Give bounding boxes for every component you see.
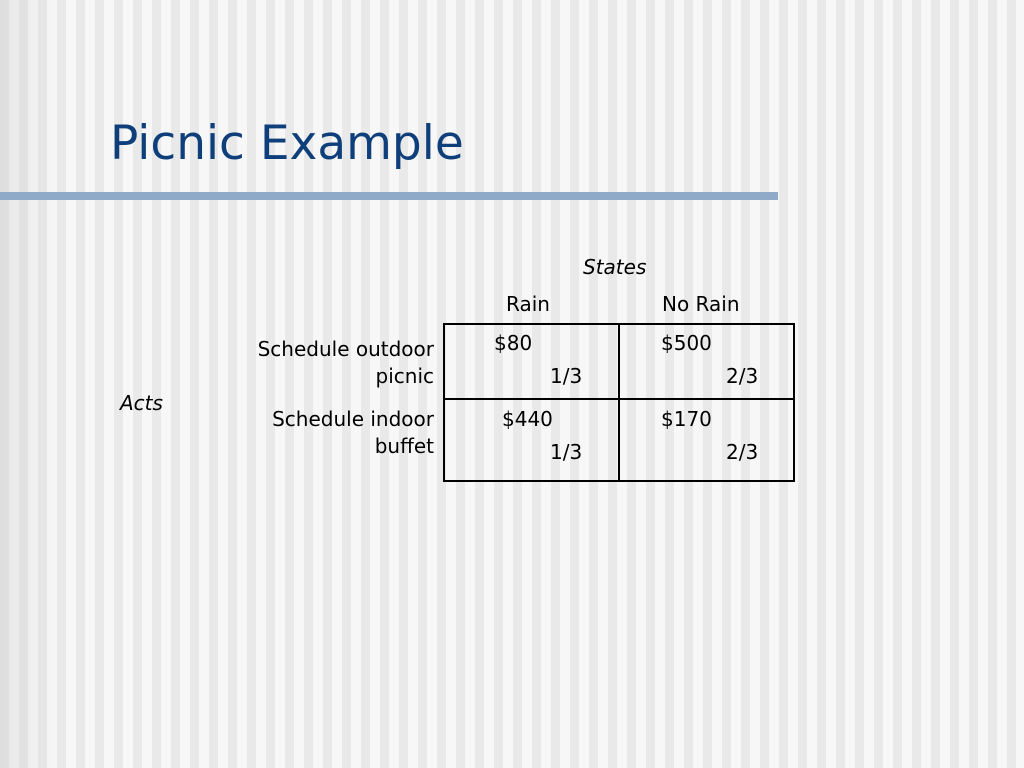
cell-indoor-norain-payoff: $170 xyxy=(661,407,712,431)
cell-outdoor-norain-payoff: $500 xyxy=(661,331,712,355)
state-header-no-rain: No Rain xyxy=(662,292,740,316)
act-label-outdoor-line2: picnic xyxy=(375,364,434,388)
cell-indoor-rain-payoff: $440 xyxy=(502,407,553,431)
table-border-center xyxy=(618,323,620,482)
table-border-right xyxy=(793,323,795,482)
states-label: States xyxy=(583,255,647,279)
state-header-rain: Rain xyxy=(506,292,550,316)
cell-indoor-rain-prob: 1/3 xyxy=(550,440,583,464)
act-label-indoor-line2: buffet xyxy=(374,434,434,458)
slide-title: Picnic Example xyxy=(110,116,464,171)
background-stripes xyxy=(0,0,60,768)
cell-outdoor-norain-prob: 2/3 xyxy=(726,364,759,388)
cell-outdoor-rain-payoff: $80 xyxy=(494,331,533,355)
title-divider xyxy=(0,192,778,200)
act-label-indoor-line1: Schedule indoor xyxy=(272,407,434,431)
table-border-left xyxy=(443,323,445,482)
cell-indoor-norain-prob: 2/3 xyxy=(726,440,759,464)
act-label-outdoor-line1: Schedule outdoor xyxy=(257,337,434,361)
acts-label: Acts xyxy=(120,391,163,415)
cell-outdoor-rain-prob: 1/3 xyxy=(550,364,583,388)
